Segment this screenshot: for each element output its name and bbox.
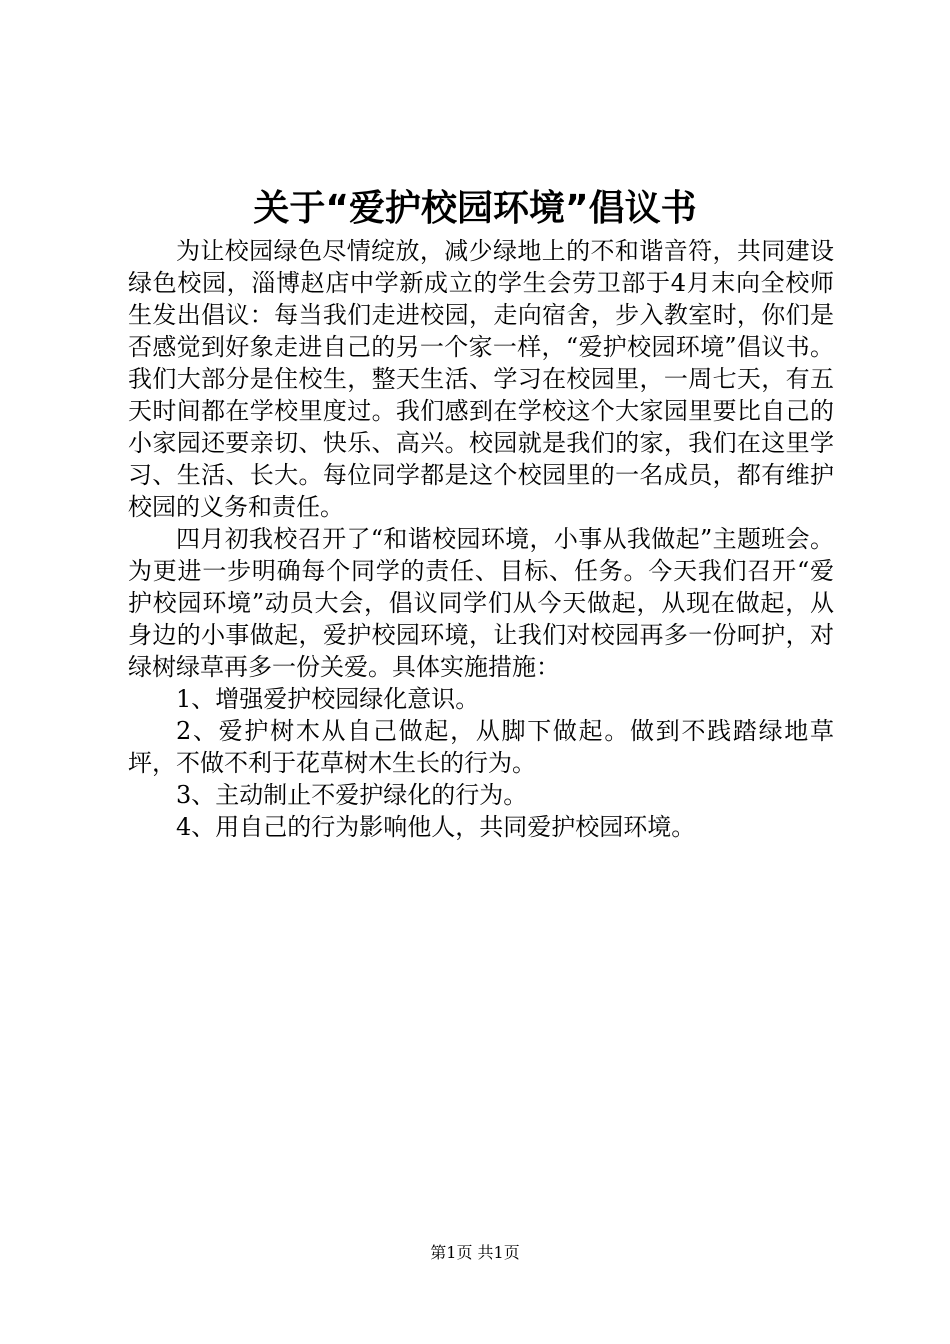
page-number: 第1页 [430, 1243, 473, 1262]
measure-item-2: 2、爱护树木从自己做起，从脚下做起。做到不践踏绿地草坪，不做不利于花草树木生长的行为。 [128, 717, 834, 777]
document-title: 关于“爱护校园环境”倡议书 [253, 188, 697, 229]
measure-item-1: 1、增强爱护校园绿化意识。 [176, 685, 480, 713]
measure-item-4: 4、用自己的行为影响他人，共同爱护校园环境。 [176, 813, 696, 841]
document-body [128, 235, 834, 843]
page-footer [0, 1241, 950, 1265]
paragraph-intro: 为让校园绿色尽情绽放，减少绿地上的不和谐音符，共同建设绿色校园，淄博赵店中学新成立的学生会劳卫部于4月末向全校师生发出倡议：每当我们走进校园，走向宿舍，步入教室时，你们是否感觉到好象走进自己的另一个家一样，“爱护校园环境”倡议书。我们大部分是住校生，整天生活、学习在校园里，一周七天，有五天时间都在学校里度过。我们感到在学校这个大家园里要比自己的小家园还要亲切、快乐、高兴。校园就是我们的家，我们在这里学习、生活、长大。每位同学都是这个校园里的一名成员，都有维护校园的义务和责任。 [128, 237, 834, 521]
measure-item-3: 3、主动制止不爱护绿化的行为。 [176, 781, 528, 809]
page-total: 共1页 [477, 1243, 520, 1262]
paragraph-meeting: 四月初我校召开了“和谐校园环境，小事从我做起”主题班会。为更进一步明确每个同学的责任、目标、任务。今天我们召开“爱护校园环境”动员大会，倡议同学们从今天做起，从现在做起，从身边的小事做起，爱护校园环境，让我们对校园再多一份呵护，对绿树绿草再多一份关爱。具体实施措施： [128, 525, 834, 681]
